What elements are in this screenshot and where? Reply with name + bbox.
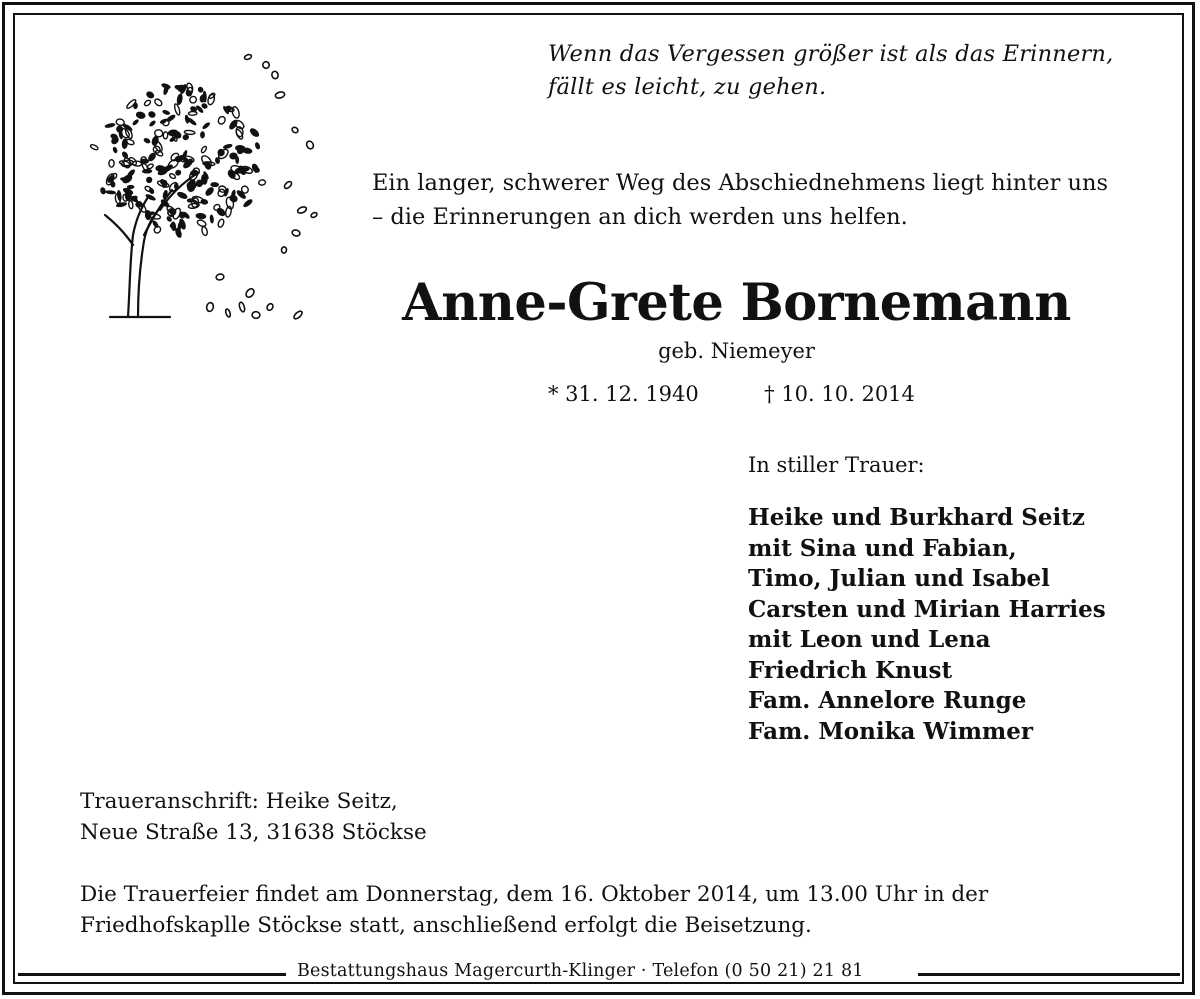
mourner-entry: mit Leon und Lena — [748, 626, 991, 653]
mourner-entry: Carsten und Mirian Harries — [748, 595, 1106, 623]
mourner-entry: Timo, Julian und Isabel — [748, 565, 1050, 592]
deceased-name: Anne-Grete Bornemann — [402, 273, 1071, 333]
intro-line-2: – die Erinnerungen an dich werden uns helfen. — [372, 204, 908, 230]
death-date: † 10. 10. 2014 — [764, 382, 915, 406]
funeral-home-footer: Bestattungshaus Magercurth-Klinger · Telefon (0 50 21) 21 81 — [297, 961, 864, 981]
mourning-address — [80, 786, 427, 848]
ceremony-notice — [80, 879, 988, 941]
mourner-entry: Friedrich Knust — [748, 656, 953, 684]
mourning-label: In stiller Trauer: — [748, 453, 925, 477]
motto-line-2: fällt es leicht, zu gehen. — [548, 74, 827, 100]
birth-date: * 31. 12. 1940 — [548, 382, 699, 406]
footer-rule-right — [918, 973, 1180, 976]
motto-line-1: Wenn das Vergessen größer ist als das Erinnern, — [548, 41, 1114, 67]
intro-text — [372, 166, 1108, 234]
mourner-entry: Fam. Monika Wimmer — [748, 717, 1034, 745]
ceremony-line-2: Friedhofskaplle Stöckse statt, anschließend erfolgt die Beisetzung. — [80, 913, 812, 938]
mourner-entry: Heike und Burkhard Seitz — [748, 504, 1085, 531]
windblown-tree-icon — [70, 45, 330, 335]
mourner-entry: mit Sina und Fabian, — [748, 534, 1017, 562]
mourners-list — [748, 503, 1106, 747]
footer-rule-left — [18, 973, 286, 976]
birth-name: geb. Niemeyer — [658, 339, 815, 363]
life-dates — [548, 382, 915, 406]
intro-line-1: Ein langer, schwerer Weg des Abschiednehmens liegt hinter uns — [372, 170, 1109, 196]
address-line-1: Traueranschrift: Heike Seitz, — [80, 789, 398, 814]
address-line-2: Neue Straße 13, 31638 Stöckse — [80, 820, 427, 845]
mourner-entry: Fam. Annelore Runge — [748, 687, 1027, 714]
ceremony-line-1: Die Trauerfeier findet am Donnerstag, dem 16. Oktober 2014, um 13.00 Uhr in der — [80, 882, 989, 907]
deceased-name-block — [395, 272, 1078, 334]
motto-quote — [548, 38, 1113, 104]
